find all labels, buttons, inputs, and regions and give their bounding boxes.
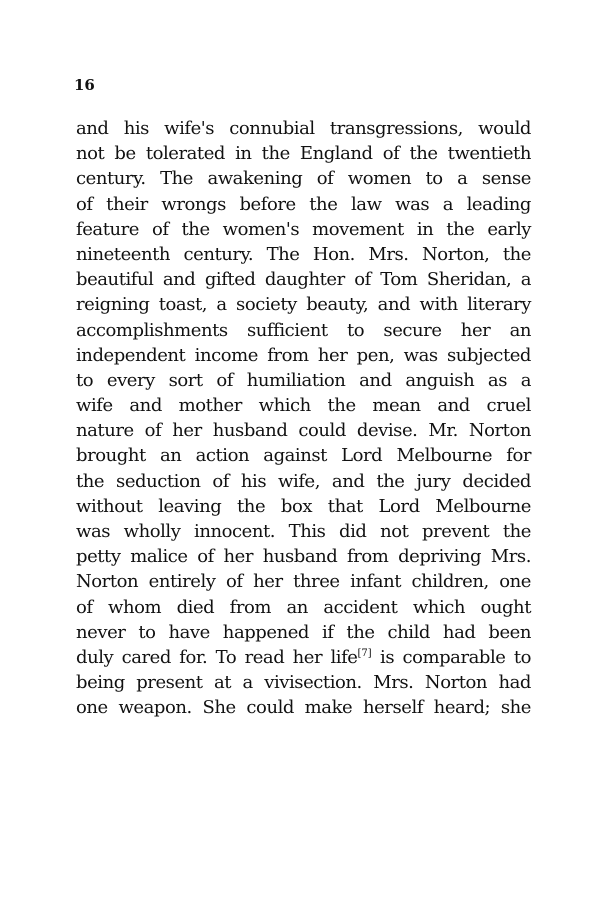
text-line: not be tolerated in the England of the twentieth (76, 143, 531, 165)
text-line: wife and mother which the mean and cruel (76, 395, 531, 417)
text-line: Norton entirely of her three infant children, one (76, 571, 531, 593)
text-line-with-footnote (76, 645, 531, 670)
text-segment: is comparable to (371, 646, 532, 668)
text-line: accomplishments sufficient to secure her an (76, 319, 531, 341)
text-line: nature of her husband could devise. Mr. Norton (76, 420, 531, 442)
footnote-reference[interactable]: [7] (357, 647, 372, 659)
text-segment: duly cared for. To read her life (76, 646, 358, 668)
text-line: independent income from her pen, was subjected (76, 344, 531, 366)
text-line: the seduction of his wife, and the jury decided (76, 470, 531, 492)
text-line: one weapon. She could make herself heard; she (76, 697, 531, 719)
text-line: to every sort of humiliation and anguish as a (76, 369, 531, 391)
text-line: and his wife's connubial transgressions, would (76, 118, 531, 139)
text-line: was wholly innocent. This did not prevent the (76, 521, 531, 542)
text-line: brought an action against Lord Melbourne for (76, 445, 531, 467)
text-line: nineteenth century. The Hon. Mrs. Norton, the (76, 243, 531, 265)
page-number: 16 (74, 76, 95, 94)
text-line: reigning toast, a society beauty, and with literary (76, 294, 531, 316)
text-line: never to have happened if the child had been (76, 621, 531, 643)
text-line: of whom died from an accident which ought (76, 596, 531, 618)
body-paragraph (76, 116, 531, 721)
text-line: of their wrongs before the law was a leading (76, 193, 531, 215)
text-line: being present at a vivisection. Mrs. Norton had (76, 672, 531, 694)
text-line: century. The awakening of women to a sense (76, 168, 531, 190)
text-line: feature of the women's movement in the early (76, 218, 531, 240)
text-line: without leaving the box that Lord Melbourne (76, 495, 531, 517)
text-line: beautiful and gifted daughter of Tom Sheridan, a (76, 269, 531, 291)
text-line: petty malice of her husband from depriving Mrs. (76, 546, 531, 568)
